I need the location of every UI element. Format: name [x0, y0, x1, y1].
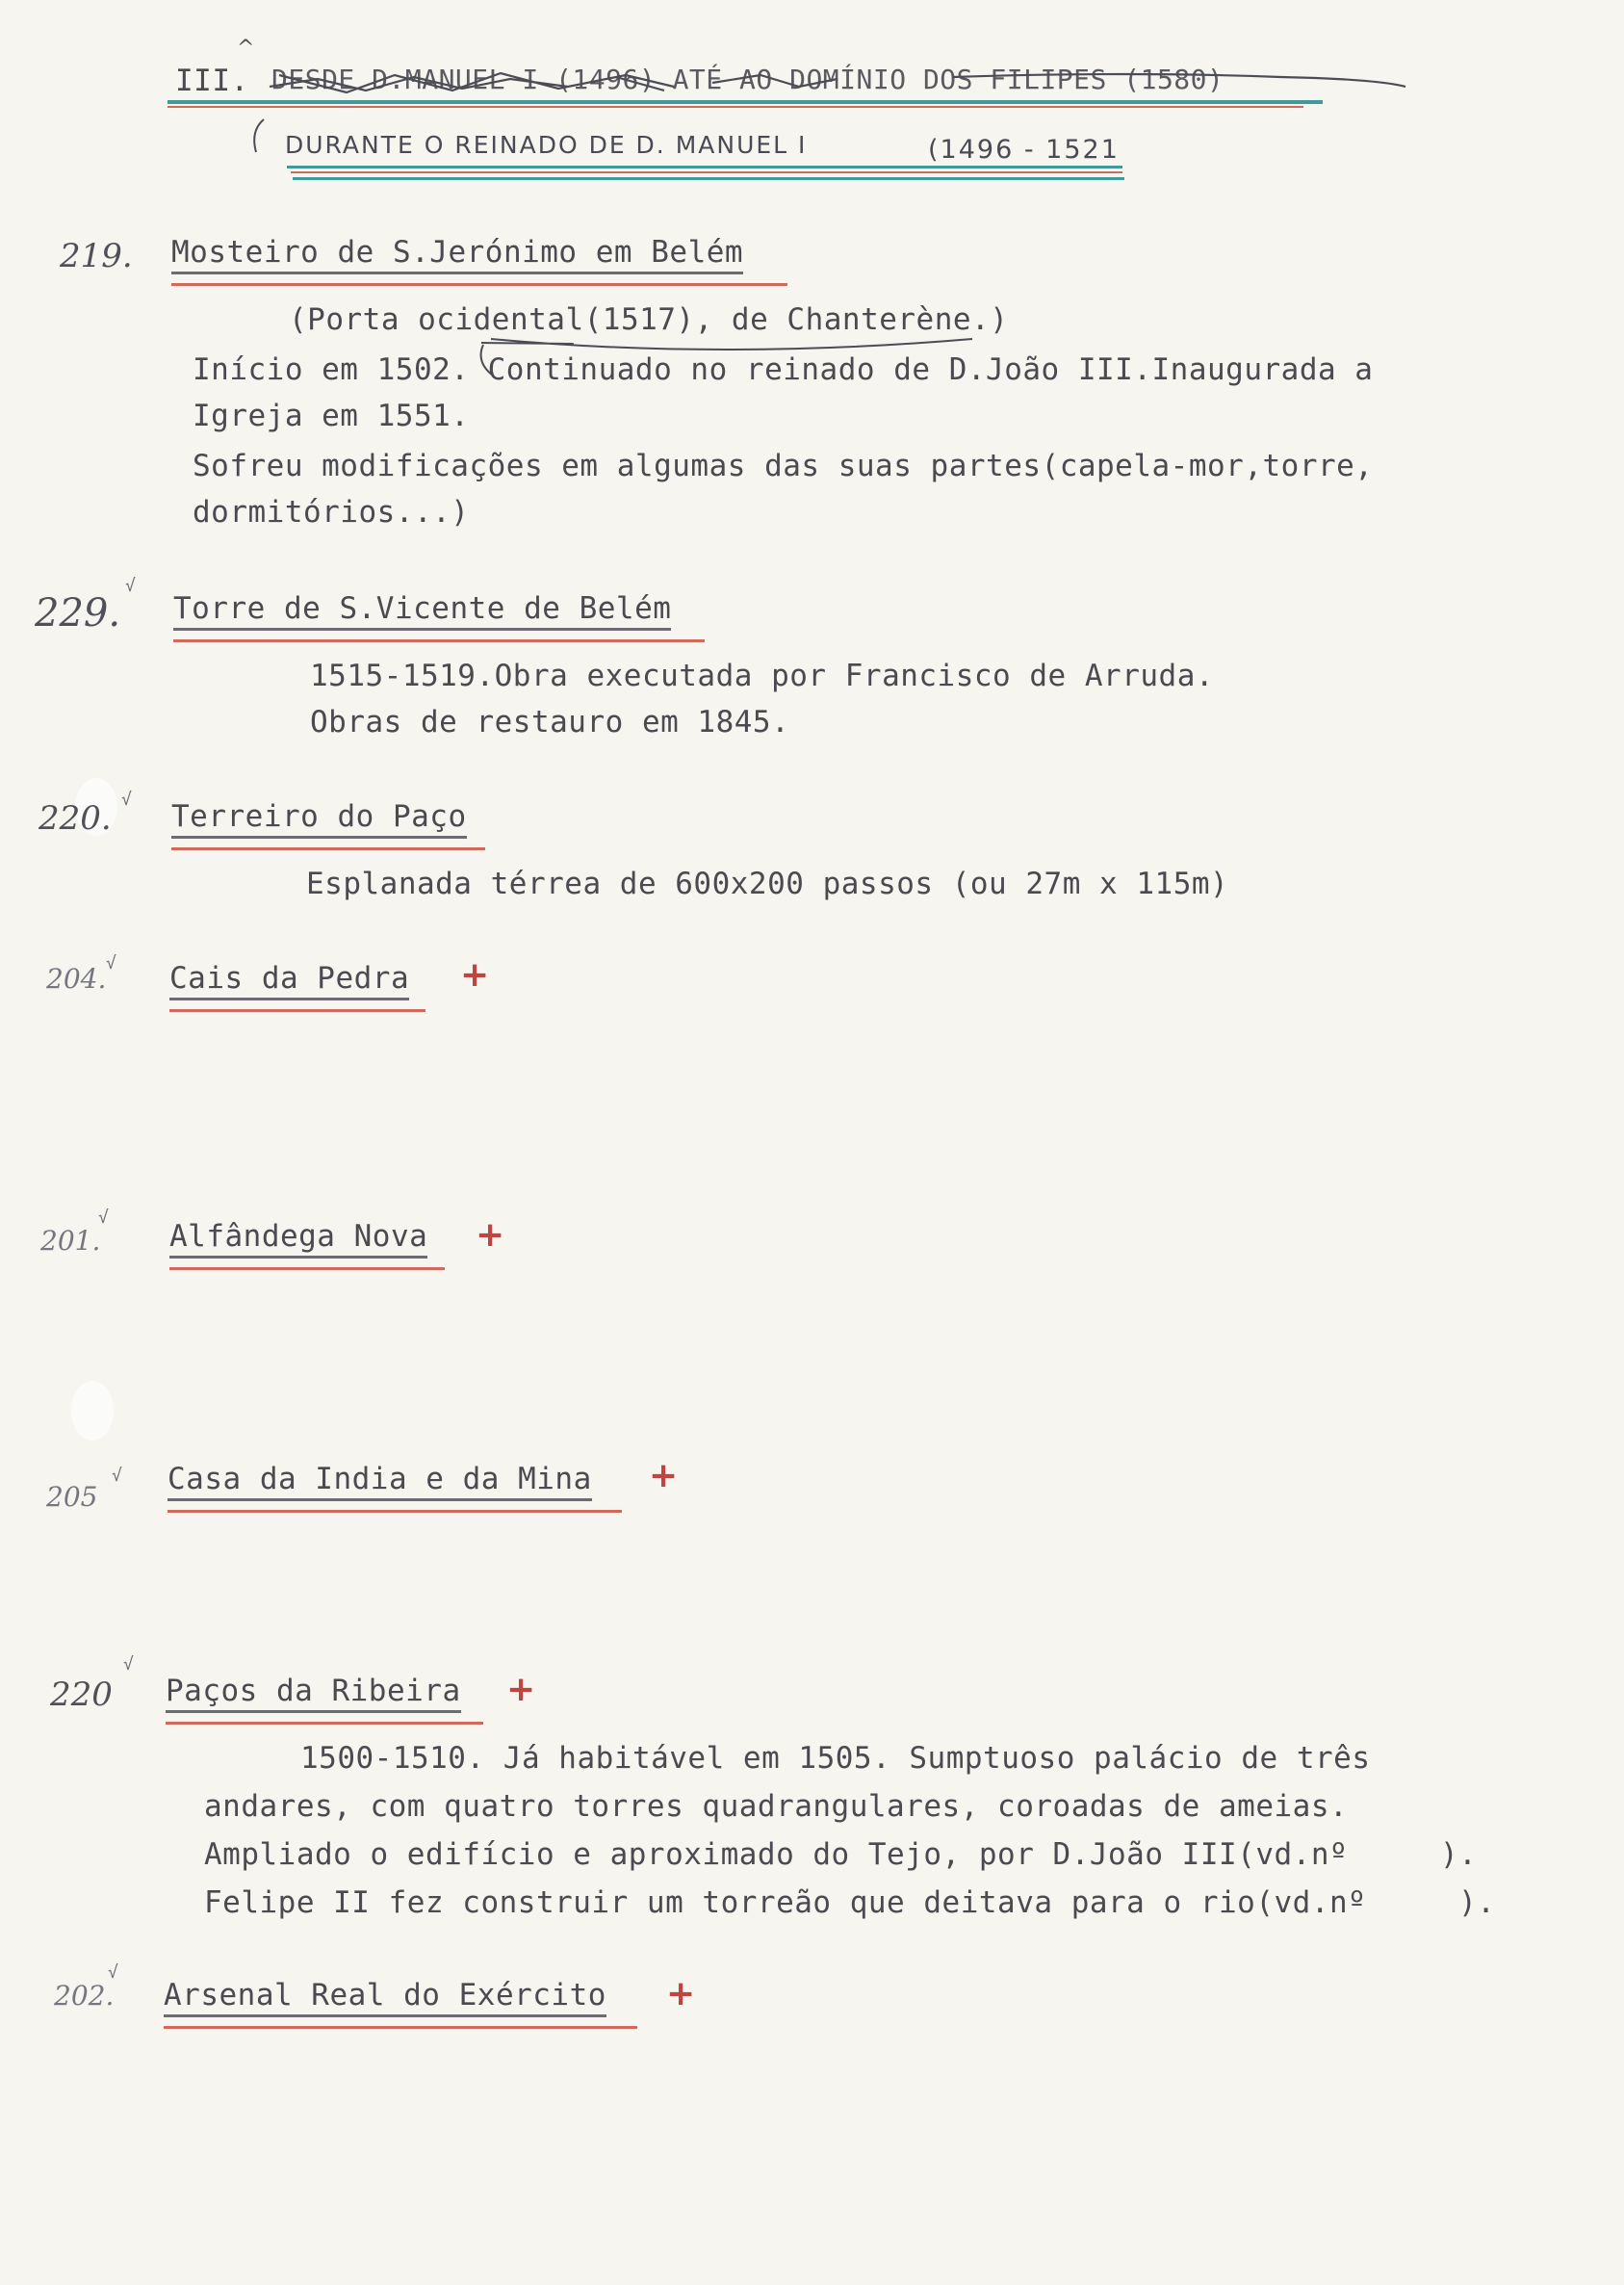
handwritten-heading: DURANTE O REINADO DE D. MANUEL I	[285, 131, 808, 159]
entry-number: 220.	[39, 799, 112, 838]
entry-text-line: andares, com quatro torres quadrangulares, coroadas de ameias.	[204, 1789, 1349, 1824]
hand-bracket	[243, 114, 281, 162]
entry-title: Alfândega Nova	[169, 1219, 427, 1259]
entry-number: 219.	[60, 237, 133, 275]
teal-underline	[287, 166, 1122, 169]
handwritten-years: (1496 - 1521	[928, 135, 1120, 165]
entry-number: 205	[46, 1481, 98, 1513]
check-mark: √	[125, 576, 136, 596]
entry-number: 201.	[40, 1225, 101, 1257]
red-underline	[169, 1267, 445, 1270]
entry-title: Paços da Ribeira	[166, 1674, 461, 1713]
punch-hole	[71, 1381, 114, 1441]
entry-text-line: Igreja em 1551.	[193, 399, 470, 433]
entry-text-line: 1500-1510. Já habitável em 1505. Sumptuoso palácio de três	[300, 1741, 1371, 1776]
red-underline	[166, 1722, 483, 1725]
entry-title: Arsenal Real do Exército	[164, 1978, 606, 2017]
plus-mark: +	[649, 1456, 679, 1495]
plus-mark: +	[476, 1215, 505, 1255]
check-mark: √	[98, 1207, 109, 1228]
entry-number: 220	[50, 1675, 113, 1714]
plus-mark: +	[506, 1670, 536, 1709]
entry-number: 229.	[35, 591, 121, 636]
check-mark: √	[106, 953, 116, 974]
plus-mark: +	[666, 1974, 696, 2013]
red-underline	[168, 1510, 622, 1513]
insertion-caret: ^	[237, 37, 255, 61]
struck-out-heading: DESDE D.MANUEL I (1496) ATÉ AO DOMÍNIO DOS FILIPES (1580)	[271, 64, 1224, 95]
teal-underline	[168, 100, 1323, 104]
plus-mark: +	[460, 955, 490, 995]
entry-text-line: Ampliado o edifício e aproximado do Tejo, por D.João III(vd.nº ).	[204, 1837, 1478, 1872]
red-underline	[164, 2026, 637, 2029]
entry-text-line: Início em 1502. Continuado no reinado de D.João III.Inaugurada a	[193, 352, 1374, 387]
red-underline	[173, 639, 705, 642]
entry-number: 202.	[54, 1980, 115, 2012]
teal-underline	[293, 177, 1124, 180]
red-underline	[171, 847, 485, 850]
check-mark: √	[112, 1466, 122, 1486]
strike-scribble	[260, 58, 1415, 106]
entry-text-line: Obras de restauro em 1845.	[310, 705, 790, 740]
red-underline	[169, 1009, 425, 1012]
entry-title: Torre de S.Vicente de Belém	[173, 591, 671, 631]
red-underline	[171, 283, 787, 286]
entry-text-line: dormitórios...)	[193, 495, 470, 530]
section-roman-numeral: III.	[175, 64, 249, 98]
entry-text-line: Esplanada térrea de 600x200 passos (ou 27m x 115m)	[306, 867, 1229, 901]
entry-title: Mosteiro de S.Jerónimo em Belém	[171, 235, 743, 274]
entry-text-line: Sofreu modificações em algumas das suas partes(capela-mor,torre,	[193, 449, 1374, 483]
entry-title: Cais da Pedra	[169, 961, 409, 1000]
entry-text-line: Felipe II fez construir um torreão que deitava para o rio(vd.nº ).	[204, 1885, 1496, 1920]
check-mark: √	[121, 790, 132, 810]
entry-text-line: 1515-1519.Obra executada por Francisco de Arruda.	[310, 659, 1215, 693]
entry-text-line: (Porta ocidental(1517), de Chanterène.)	[289, 302, 1009, 337]
entry-number: 204.	[46, 963, 107, 995]
check-mark: √	[123, 1654, 134, 1675]
red-underline	[291, 171, 1122, 173]
check-mark: √	[108, 1962, 118, 1983]
entry-title: Casa da India e da Mina	[168, 1462, 592, 1501]
red-underline	[168, 106, 1303, 108]
entry-title: Terreiro do Paço	[171, 799, 467, 839]
